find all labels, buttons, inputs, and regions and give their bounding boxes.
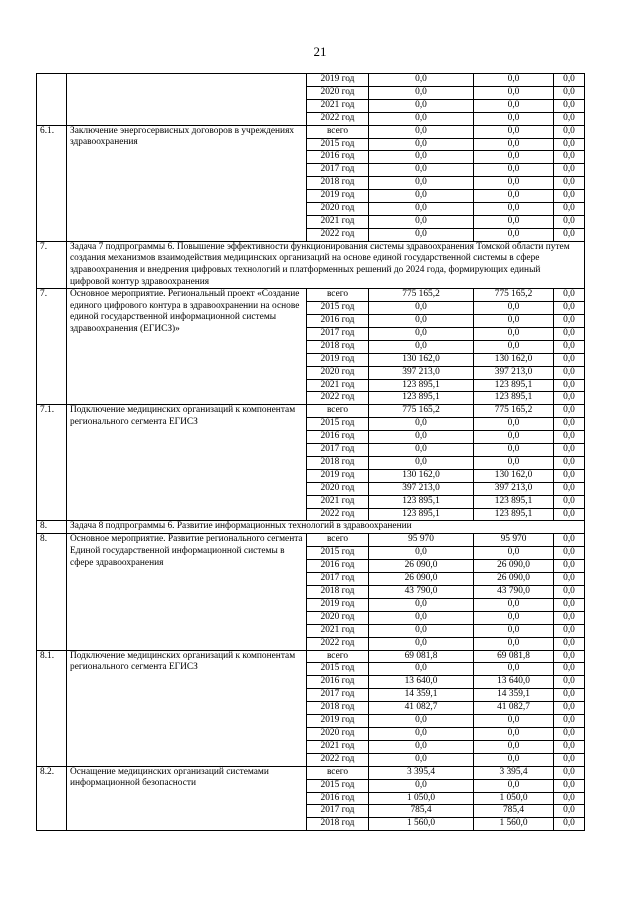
total-funding-cell: 0,0 (369, 663, 474, 676)
other-sources-cell: 0,0 (554, 164, 585, 177)
regional-budget-cell: 397 213,0 (474, 366, 554, 379)
regional-budget-cell: 3 395,4 (474, 766, 554, 779)
period-cell: 2021 год (307, 99, 369, 112)
task-row (37, 521, 585, 534)
total-funding-cell: 0,0 (369, 327, 474, 340)
other-sources-cell: 0,0 (554, 689, 585, 702)
period-cell: 2020 год (307, 86, 369, 99)
regional-budget-cell: 0,0 (474, 112, 554, 125)
total-funding-cell: 123 895,1 (369, 392, 474, 405)
total-funding-cell: 130 162,0 (369, 353, 474, 366)
period-cell: 2019 год (307, 190, 369, 203)
regional-budget-cell: 0,0 (474, 203, 554, 216)
period-cell: 2021 год (307, 740, 369, 753)
other-sources-cell: 0,0 (554, 86, 585, 99)
other-sources-cell: 0,0 (554, 702, 585, 715)
total-funding-cell: 130 162,0 (369, 469, 474, 482)
other-sources-cell: 0,0 (554, 353, 585, 366)
total-funding-cell: 0,0 (369, 740, 474, 753)
total-funding-cell: 123 895,1 (369, 495, 474, 508)
other-sources-cell: 0,0 (554, 573, 585, 586)
activity-name: Оснащение медицинских организаций системами информационной безопасности (67, 766, 307, 831)
other-sources-cell: 0,0 (554, 818, 585, 831)
total-funding-cell: 0,0 (369, 125, 474, 138)
regional-budget-cell: 0,0 (474, 164, 554, 177)
regional-budget-cell: 43 790,0 (474, 586, 554, 599)
other-sources-cell: 0,0 (554, 302, 585, 315)
period-cell: всего (307, 766, 369, 779)
other-sources-cell: 0,0 (554, 379, 585, 392)
row-number: 8.2. (37, 766, 67, 831)
period-cell: 2018 год (307, 702, 369, 715)
activity-name: Основное мероприятие. Региональный проект «Создание единого цифрового контура в здравоохранении на основе единой государственной информационной системы здравоохранения (ЕГИСЗ)» (67, 289, 307, 405)
period-cell: 2016 год (307, 431, 369, 444)
regional-budget-cell: 130 162,0 (474, 469, 554, 482)
regional-budget-cell: 0,0 (474, 74, 554, 87)
period-cell: всего (307, 125, 369, 138)
total-funding-cell: 0,0 (369, 340, 474, 353)
total-funding-cell: 26 090,0 (369, 560, 474, 573)
other-sources-cell: 0,0 (554, 228, 585, 241)
table-body (37, 74, 585, 831)
total-funding-cell: 13 640,0 (369, 676, 474, 689)
regional-budget-cell: 1 560,0 (474, 818, 554, 831)
total-funding-cell: 0,0 (369, 444, 474, 457)
other-sources-cell: 0,0 (554, 779, 585, 792)
regional-budget-cell: 0,0 (474, 302, 554, 315)
period-cell: 2022 год (307, 392, 369, 405)
regional-budget-cell: 775 165,2 (474, 405, 554, 418)
regional-budget-cell: 397 213,0 (474, 482, 554, 495)
other-sources-cell: 0,0 (554, 469, 585, 482)
other-sources-cell: 0,0 (554, 289, 585, 302)
total-funding-cell: 0,0 (369, 456, 474, 469)
regional-budget-cell: 0,0 (474, 547, 554, 560)
total-funding-cell: 1 560,0 (369, 818, 474, 831)
task-row (37, 241, 585, 288)
total-funding-cell: 775 165,2 (369, 289, 474, 302)
total-funding-cell: 0,0 (369, 74, 474, 87)
period-cell: 2020 год (307, 366, 369, 379)
other-sources-cell: 0,0 (554, 151, 585, 164)
other-sources-cell: 0,0 (554, 340, 585, 353)
other-sources-cell: 0,0 (554, 715, 585, 728)
regional-budget-cell: 123 895,1 (474, 379, 554, 392)
task-description: Задача 7 подпрограммы 6. Повышение эффективности функционирования системы здравоохранения Томской области путем создания механизмов взаимодействия медицинских организаций на основе единой государственной системы в сфере здравоохранения и внедрения цифровых технологий и платформенных решений до 2024 года, формирующих единый цифровой контур здравоохранения (67, 241, 585, 288)
period-cell: 2016 год (307, 314, 369, 327)
total-funding-cell: 775 165,2 (369, 405, 474, 418)
period-cell: 2020 год (307, 203, 369, 216)
period-cell: всего (307, 405, 369, 418)
other-sources-cell: 0,0 (554, 456, 585, 469)
period-cell: 2019 год (307, 353, 369, 366)
total-funding-cell: 1 050,0 (369, 792, 474, 805)
period-cell: 2022 год (307, 508, 369, 521)
regional-budget-cell: 0,0 (474, 418, 554, 431)
period-cell: 2019 год (307, 598, 369, 611)
row-number (37, 74, 67, 126)
total-funding-cell: 69 081,8 (369, 650, 474, 663)
period-cell: 2015 год (307, 418, 369, 431)
other-sources-cell: 0,0 (554, 203, 585, 216)
total-funding-cell: 0,0 (369, 203, 474, 216)
total-funding-cell: 0,0 (369, 779, 474, 792)
table-row (37, 405, 585, 418)
total-funding-cell: 0,0 (369, 228, 474, 241)
period-cell: 2015 год (307, 779, 369, 792)
activity-name: Заключение энергосервисных договоров в учреждениях здравоохранения (67, 125, 307, 241)
period-cell: 2018 год (307, 818, 369, 831)
total-funding-cell: 3 395,4 (369, 766, 474, 779)
total-funding-cell: 123 895,1 (369, 379, 474, 392)
regional-budget-cell: 1 050,0 (474, 792, 554, 805)
table-row (37, 74, 585, 87)
total-funding-cell: 785,4 (369, 805, 474, 818)
period-cell: 2022 год (307, 228, 369, 241)
total-funding-cell: 0,0 (369, 86, 474, 99)
regional-budget-cell: 0,0 (474, 753, 554, 766)
period-cell: 2020 год (307, 611, 369, 624)
total-funding-cell: 43 790,0 (369, 586, 474, 599)
regional-budget-cell: 0,0 (474, 456, 554, 469)
other-sources-cell: 0,0 (554, 792, 585, 805)
activity-name: Подключение медицинских организаций к компонентам регионального сегмента ЕГИСЗ (67, 405, 307, 521)
other-sources-cell: 0,0 (554, 125, 585, 138)
period-cell: 2019 год (307, 469, 369, 482)
regional-budget-cell: 0,0 (474, 228, 554, 241)
other-sources-cell: 0,0 (554, 766, 585, 779)
total-funding-cell: 397 213,0 (369, 366, 474, 379)
regional-budget-cell: 0,0 (474, 151, 554, 164)
other-sources-cell: 0,0 (554, 444, 585, 457)
total-funding-cell: 0,0 (369, 164, 474, 177)
period-cell: 2020 год (307, 482, 369, 495)
row-number: 8. (37, 521, 67, 534)
total-funding-cell: 41 082,7 (369, 702, 474, 715)
other-sources-cell: 0,0 (554, 598, 585, 611)
regional-budget-cell: 775 165,2 (474, 289, 554, 302)
regional-budget-cell: 0,0 (474, 715, 554, 728)
period-cell: 2015 год (307, 138, 369, 151)
total-funding-cell: 0,0 (369, 314, 474, 327)
regional-budget-cell: 0,0 (474, 86, 554, 99)
period-cell: 2022 год (307, 637, 369, 650)
period-cell: 2019 год (307, 715, 369, 728)
regional-budget-cell: 0,0 (474, 637, 554, 650)
regional-budget-cell: 130 162,0 (474, 353, 554, 366)
period-cell: 2016 год (307, 151, 369, 164)
regional-budget-cell: 0,0 (474, 779, 554, 792)
total-funding-cell: 95 970 (369, 534, 474, 547)
total-funding-cell: 14 359,1 (369, 689, 474, 702)
regional-budget-cell: 0,0 (474, 177, 554, 190)
regional-budget-cell: 14 359,1 (474, 689, 554, 702)
row-number: 8. (37, 534, 67, 650)
other-sources-cell: 0,0 (554, 215, 585, 228)
total-funding-cell: 123 895,1 (369, 508, 474, 521)
regional-budget-cell: 0,0 (474, 327, 554, 340)
other-sources-cell: 0,0 (554, 547, 585, 560)
period-cell: всего (307, 534, 369, 547)
total-funding-cell: 397 213,0 (369, 482, 474, 495)
total-funding-cell: 0,0 (369, 431, 474, 444)
total-funding-cell: 0,0 (369, 611, 474, 624)
other-sources-cell: 0,0 (554, 508, 585, 521)
other-sources-cell: 0,0 (554, 405, 585, 418)
period-cell: 2021 год (307, 215, 369, 228)
regional-budget-cell: 123 895,1 (474, 495, 554, 508)
period-cell: 2017 год (307, 327, 369, 340)
regional-budget-cell: 0,0 (474, 215, 554, 228)
regional-budget-cell: 0,0 (474, 125, 554, 138)
total-funding-cell: 0,0 (369, 151, 474, 164)
period-cell: 2022 год (307, 753, 369, 766)
other-sources-cell: 0,0 (554, 138, 585, 151)
regional-budget-cell: 0,0 (474, 190, 554, 203)
table-row (37, 289, 585, 302)
total-funding-cell: 0,0 (369, 215, 474, 228)
other-sources-cell: 0,0 (554, 366, 585, 379)
other-sources-cell: 0,0 (554, 663, 585, 676)
period-cell: 2016 год (307, 676, 369, 689)
other-sources-cell: 0,0 (554, 190, 585, 203)
period-cell: 2021 год (307, 624, 369, 637)
total-funding-cell: 0,0 (369, 753, 474, 766)
period-cell: 2022 год (307, 112, 369, 125)
regional-budget-cell: 0,0 (474, 598, 554, 611)
other-sources-cell: 0,0 (554, 534, 585, 547)
task-description: Задача 8 подпрограммы 6. Развитие информационных технологий в здравоохранении (67, 521, 585, 534)
other-sources-cell: 0,0 (554, 586, 585, 599)
total-funding-cell: 0,0 (369, 302, 474, 315)
total-funding-cell: 0,0 (369, 547, 474, 560)
regional-budget-cell: 785,4 (474, 805, 554, 818)
total-funding-cell: 0,0 (369, 418, 474, 431)
other-sources-cell: 0,0 (554, 327, 585, 340)
period-cell: всего (307, 289, 369, 302)
activity-name: Основное мероприятие. Развитие регионального сегмента Единой государственной информационной системы в сфере здравоохранения (67, 534, 307, 650)
period-cell: 2021 год (307, 495, 369, 508)
total-funding-cell: 0,0 (369, 112, 474, 125)
period-cell: 2015 год (307, 547, 369, 560)
activity-name: Подключение медицинских организаций к компонентам регионального сегмента ЕГИСЗ (67, 650, 307, 766)
period-cell: 2015 год (307, 663, 369, 676)
period-cell: 2017 год (307, 573, 369, 586)
other-sources-cell: 0,0 (554, 482, 585, 495)
total-funding-cell: 0,0 (369, 138, 474, 151)
period-cell: 2016 год (307, 792, 369, 805)
other-sources-cell: 0,0 (554, 560, 585, 573)
period-cell: 2018 год (307, 456, 369, 469)
other-sources-cell: 0,0 (554, 727, 585, 740)
regional-budget-cell: 123 895,1 (474, 508, 554, 521)
regional-budget-cell: 0,0 (474, 431, 554, 444)
period-cell: 2015 год (307, 302, 369, 315)
other-sources-cell: 0,0 (554, 624, 585, 637)
period-cell: 2016 год (307, 560, 369, 573)
regional-budget-cell: 69 081,8 (474, 650, 554, 663)
other-sources-cell: 0,0 (554, 74, 585, 87)
row-number: 8.1. (37, 650, 67, 766)
row-number: 6.1. (37, 125, 67, 241)
other-sources-cell: 0,0 (554, 676, 585, 689)
other-sources-cell: 0,0 (554, 637, 585, 650)
period-cell: всего (307, 650, 369, 663)
row-number: 7. (37, 289, 67, 405)
regional-budget-cell: 123 895,1 (474, 392, 554, 405)
other-sources-cell: 0,0 (554, 418, 585, 431)
other-sources-cell: 0,0 (554, 431, 585, 444)
total-funding-cell: 0,0 (369, 177, 474, 190)
regional-budget-cell: 0,0 (474, 340, 554, 353)
period-cell: 2018 год (307, 586, 369, 599)
regional-budget-cell: 0,0 (474, 138, 554, 151)
regional-budget-cell: 26 090,0 (474, 560, 554, 573)
regional-budget-cell: 0,0 (474, 624, 554, 637)
period-cell: 2017 год (307, 689, 369, 702)
regional-budget-cell: 0,0 (474, 663, 554, 676)
total-funding-cell: 0,0 (369, 637, 474, 650)
regional-budget-cell: 0,0 (474, 314, 554, 327)
regional-budget-cell: 0,0 (474, 99, 554, 112)
other-sources-cell: 0,0 (554, 650, 585, 663)
other-sources-cell: 0,0 (554, 753, 585, 766)
total-funding-cell: 26 090,0 (369, 573, 474, 586)
total-funding-cell: 0,0 (369, 598, 474, 611)
period-cell: 2020 год (307, 727, 369, 740)
regional-budget-cell: 41 082,7 (474, 702, 554, 715)
page-number: 21 (313, 44, 327, 59)
total-funding-cell: 0,0 (369, 190, 474, 203)
other-sources-cell: 0,0 (554, 99, 585, 112)
table-row (37, 766, 585, 779)
period-cell: 2018 год (307, 177, 369, 190)
row-number: 7. (37, 241, 67, 288)
other-sources-cell: 0,0 (554, 611, 585, 624)
regional-budget-cell: 13 640,0 (474, 676, 554, 689)
total-funding-cell: 0,0 (369, 624, 474, 637)
period-cell: 2017 год (307, 164, 369, 177)
period-cell: 2019 год (307, 74, 369, 87)
regional-budget-cell: 95 970 (474, 534, 554, 547)
other-sources-cell: 0,0 (554, 392, 585, 405)
total-funding-cell: 0,0 (369, 727, 474, 740)
other-sources-cell: 0,0 (554, 805, 585, 818)
other-sources-cell: 0,0 (554, 314, 585, 327)
period-cell: 2017 год (307, 444, 369, 457)
regional-budget-cell: 0,0 (474, 740, 554, 753)
other-sources-cell: 0,0 (554, 177, 585, 190)
table-row (37, 650, 585, 663)
period-cell: 2021 год (307, 379, 369, 392)
period-cell: 2017 год (307, 805, 369, 818)
other-sources-cell: 0,0 (554, 495, 585, 508)
regional-budget-cell: 0,0 (474, 727, 554, 740)
period-cell: 2018 год (307, 340, 369, 353)
regional-budget-cell: 0,0 (474, 611, 554, 624)
activity-name (67, 74, 307, 126)
regional-budget-cell: 26 090,0 (474, 573, 554, 586)
total-funding-cell: 0,0 (369, 715, 474, 728)
row-number: 7.1. (37, 405, 67, 521)
other-sources-cell: 0,0 (554, 112, 585, 125)
program-funding-table (36, 73, 585, 831)
table-row (37, 534, 585, 547)
total-funding-cell: 0,0 (369, 99, 474, 112)
table-row (37, 125, 585, 138)
regional-budget-cell: 0,0 (474, 444, 554, 457)
other-sources-cell: 0,0 (554, 740, 585, 753)
